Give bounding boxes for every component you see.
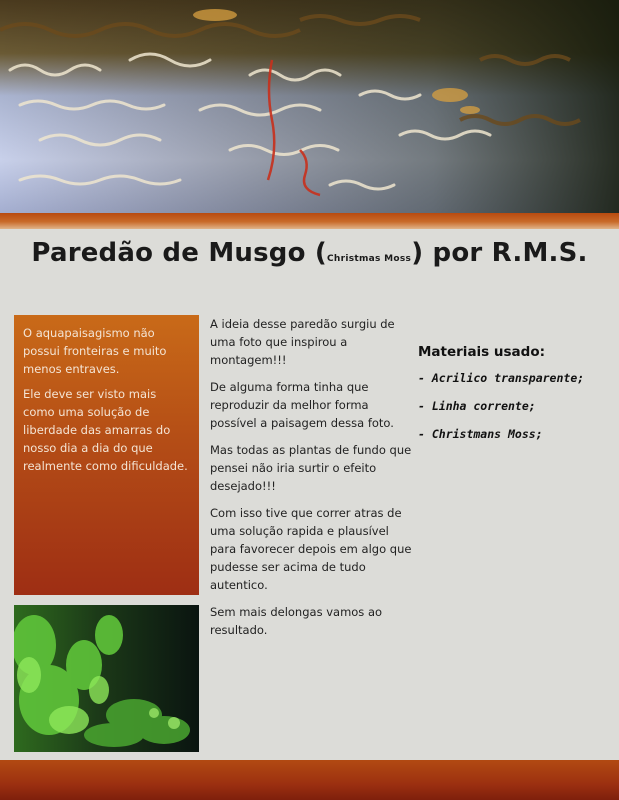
materials-items [418,371,608,441]
callout-paragraph: Ele deve ser visto mais como uma solução de liberdade das amarras do nosso dia a dia do que realmente como dificuldade. [23,387,188,473]
body-paragraph: Sem mais delongas vamos ao resultado. [210,605,383,637]
water-reflection-photo [0,0,619,213]
header-divider-bar [0,213,619,229]
body-text [210,315,415,648]
title-main-after: ) por R.M.S. [411,238,588,268]
moss-aquarium-photo [14,605,199,752]
callout-paragraph: O aquapaisagismo não possui fronteiras e muito menos entraves. [23,326,167,376]
body-paragraph: De alguma forma tinha que reproduzir da melhor forma possível a paisagem dessa foto. [210,380,394,430]
materials-list [418,344,608,455]
materials-item: - Acrilico transparente; [418,371,585,385]
materials-item: - Linha corrente; [418,399,536,413]
materials-heading: Materiais usado: [418,344,546,360]
footer-bar [0,760,619,800]
title-small-subtitle: Christmas Moss [326,254,412,264]
page-title [0,238,619,268]
title-main-before: Paredão de Musgo ( [31,238,327,268]
intro-callout [14,315,199,595]
materials-item: - Christmans Moss; [418,427,543,441]
body-paragraph: Mas todas as plantas de fundo que pensei não iria surtir o efeito desejado!!! [210,443,412,493]
body-paragraph: Com isso tive que correr atras de uma solução rapida e plausível para favorecer depois em algo que pudesse ser acima de tudo autentico. [210,506,412,592]
body-paragraph: A ideia desse paredão surgiu de uma foto que inspirou a montagem!!! [210,317,395,367]
